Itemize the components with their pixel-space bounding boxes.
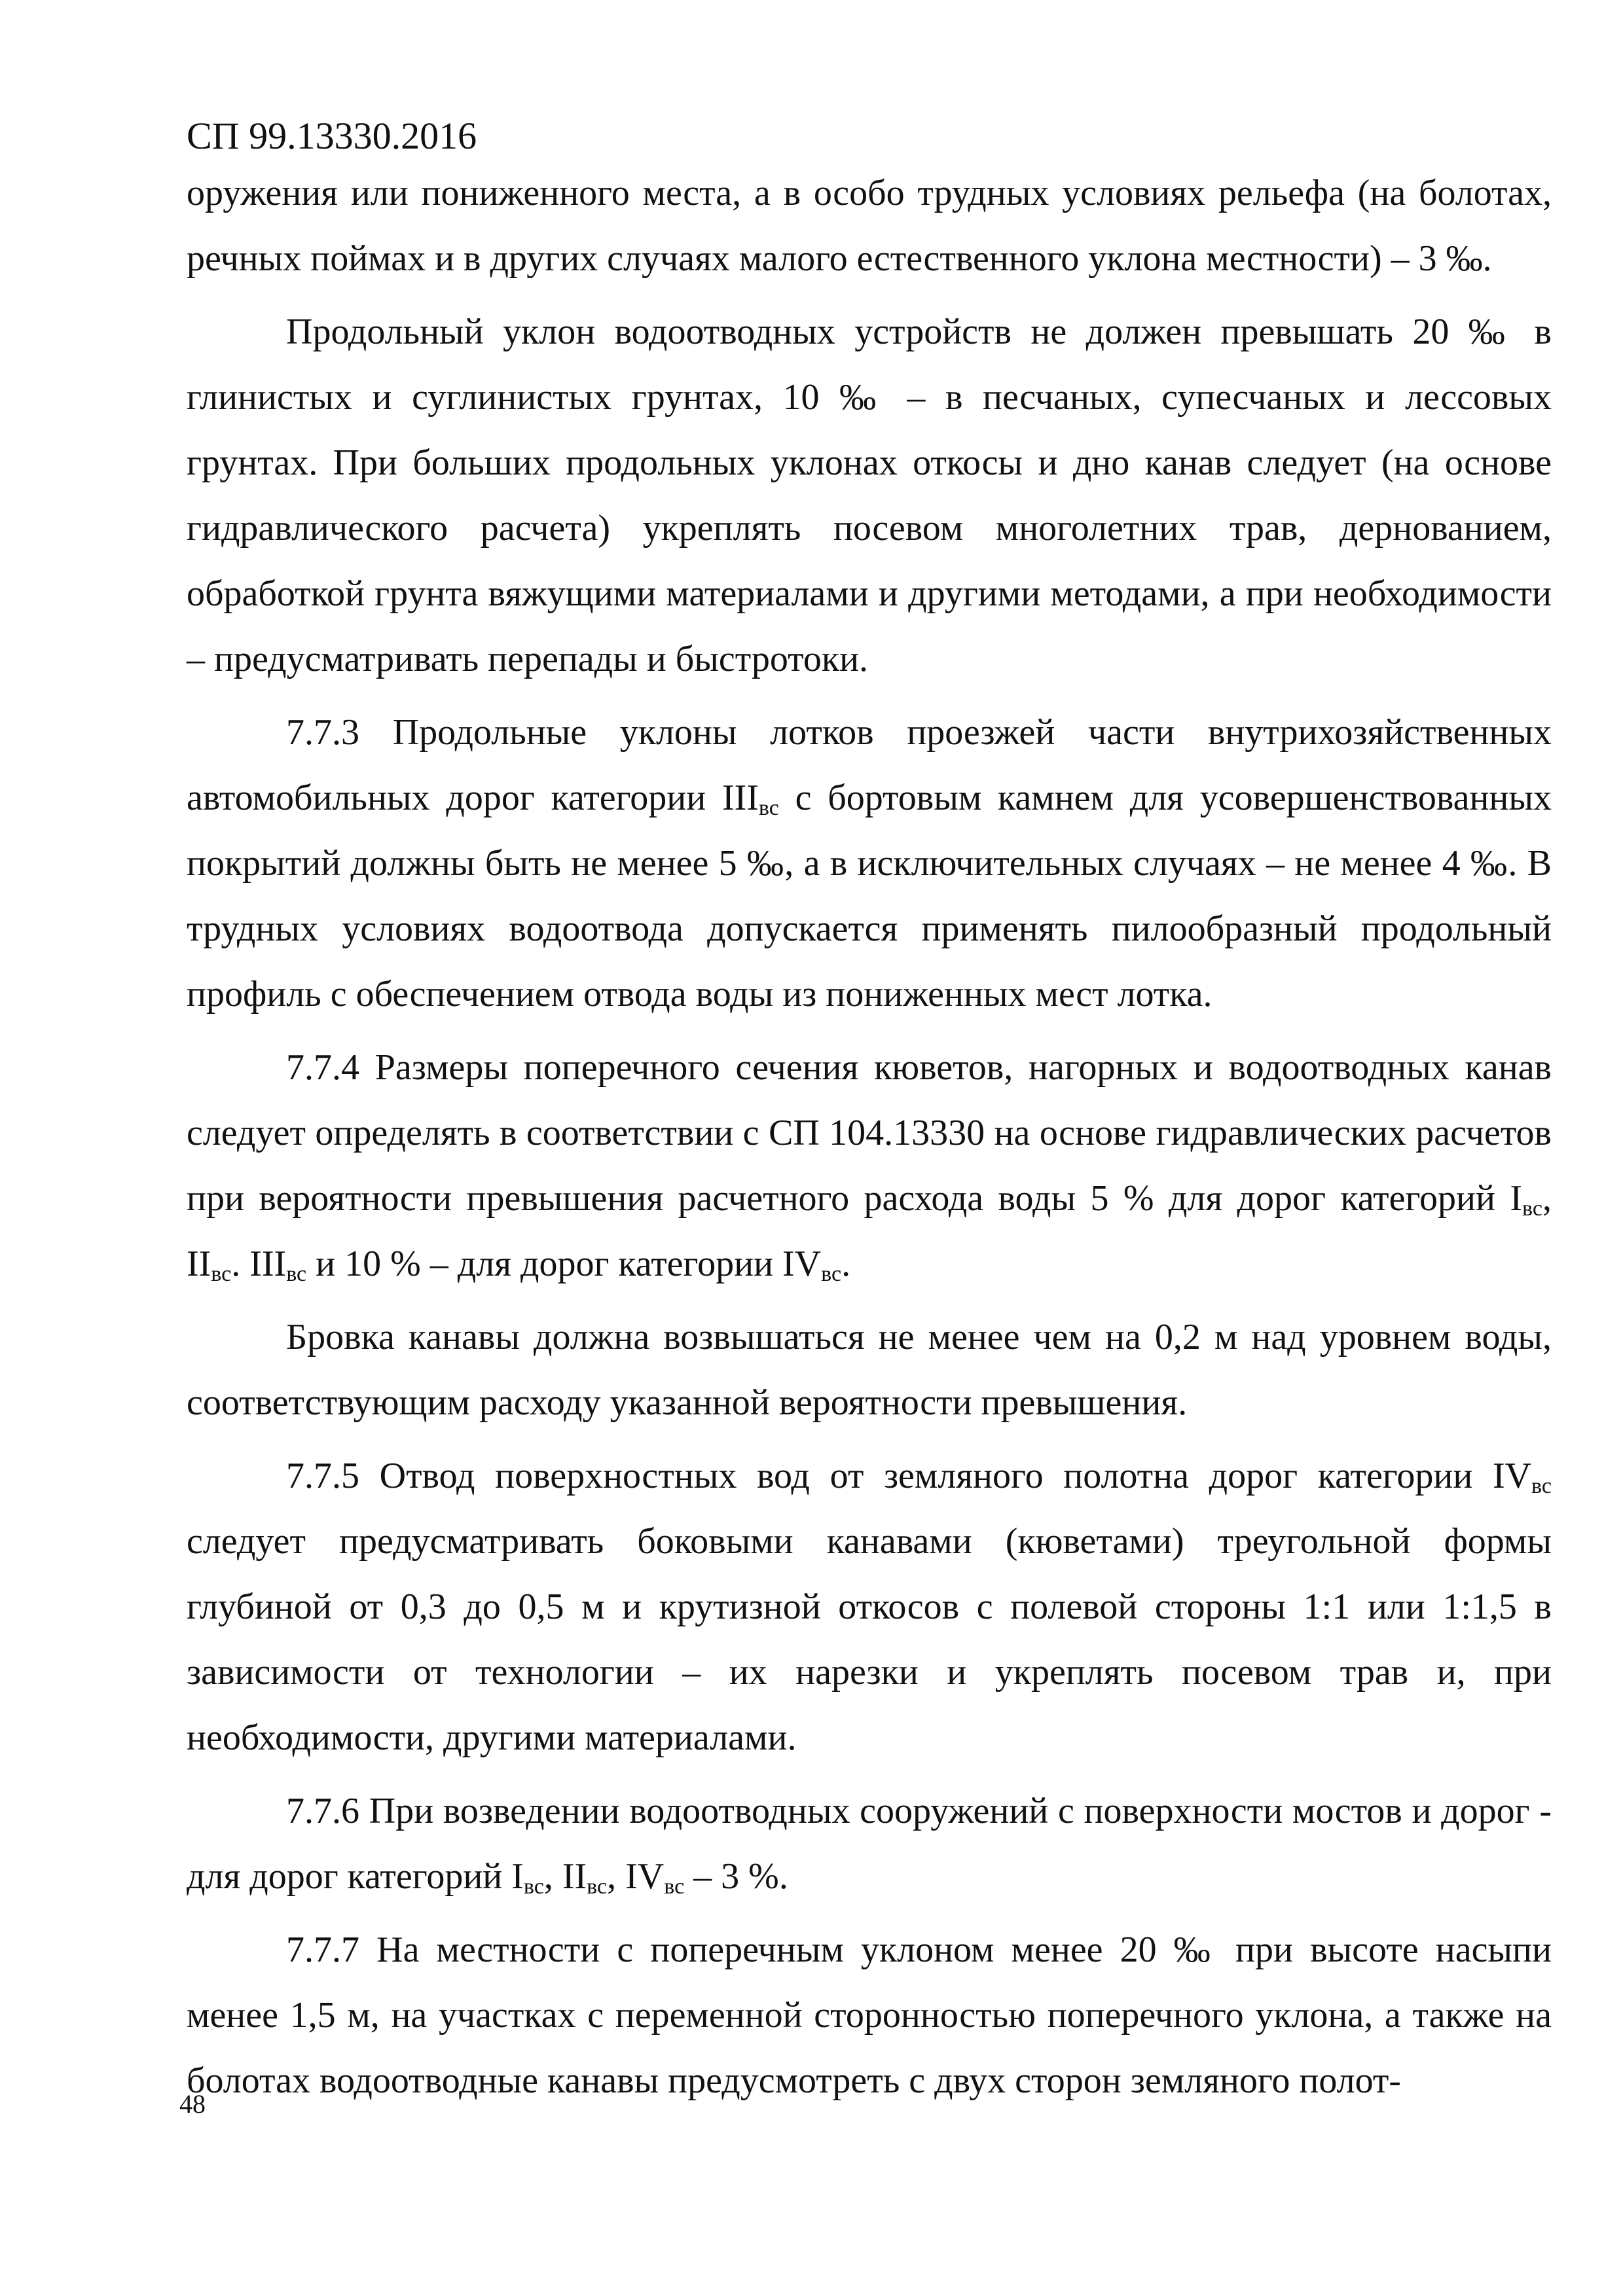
paragraph-text: , IV (607, 1856, 665, 1897)
paragraph-ditch-edge (187, 1304, 1552, 1435)
category-subscript: вс (1522, 1196, 1542, 1221)
category-subscript: вс (758, 796, 779, 820)
paragraph-continuation (187, 160, 1552, 291)
paragraph-text: Бровка канавы должна возвышаться не менее чем на 0,2 м над уровнем воды, соответствующим расходу указанной вероятности превышения. (187, 1317, 1552, 1423)
category-subscript: вс (523, 1874, 544, 1899)
document-body (187, 160, 1552, 2121)
category-subscript: вс (587, 1874, 608, 1899)
page-number: 48 (179, 2089, 206, 2119)
document-code-header: СП 99.13330.2016 (187, 115, 477, 157)
paragraph-text: оружения или пониженного места, а в особо трудных условиях рельефа (на болотах, речных поймах и в других случаях малого естественного уклона местности) – 3 ‰. (187, 173, 1552, 279)
paragraph-text: и 10 % – для дорог категории IV (306, 1244, 822, 1284)
paragraph-text: 7.7.5 Отвод поверхностных вод от земляного полотна дорог категории IV (286, 1456, 1532, 1496)
paragraph-text: 7.7.4 Размеры поперечного сечения кюветов, нагорных и водоотводных канав следует определять в соответствии с СП 104.13330 на основе гидравлических расчетов при вероятности превышения расчетного расхода воды 5 % для дорог категорий I (187, 1047, 1552, 1219)
category-subscript: вс (286, 1262, 307, 1286)
category-subscript: вс (821, 1262, 842, 1286)
paragraph-text: с бортовым камнем для усовершенствованных покрытий должны быть не менее 5 ‰, а в исключительных случаях – не менее 4 ‰. В трудных условиях водоотвода допускается применять пилообразный продольный профиль с обеспечением отвода воды из пониженных мест лотка. (187, 778, 1552, 1014)
paragraph-text: 7.7.6 При возведении водоотводных сооружений с поверхности мостов и дорог - для дорог категорий I (187, 1791, 1552, 1897)
paragraph-text: . III (231, 1244, 287, 1284)
paragraph-text: Продольный уклон водоотводных устройств не должен превышать 20 ‰ в глинистых и суглинистых грунтах, 10 ‰ – в песчаных, супесчаных и лессовых грунтах. При больших продольных уклонах откосы и дно канав следует (на основе гидравлического расчета) укреплять посевом многолетних трав, дернованием, обработкой грунта вяжущими материалами и другими методами, а при необходимости – предусматривать перепады и быстротоки. (187, 312, 1552, 679)
category-subscript: вс (1531, 1474, 1552, 1498)
paragraph-text: , II (187, 1178, 1552, 1284)
paragraph-text: , II (543, 1856, 587, 1897)
clause-7-7-7 (187, 1917, 1552, 2113)
clause-7-7-5 (187, 1443, 1552, 1770)
paragraph-text: . (841, 1244, 851, 1284)
paragraph-text: – 3 %. (684, 1856, 788, 1897)
category-subscript: вс (664, 1874, 685, 1899)
clause-7-7-3 (187, 700, 1552, 1027)
paragraph-longitudinal-slope (187, 299, 1552, 692)
paragraph-text: 7.7.7 На местности с поперечным уклоном менее 20 ‰ при высоте насыпи менее 1,5 м, на участках с переменной сторонностью поперечного уклона, а также на болотах водоотводные канавы предусмотреть с двух сторон земляного полот- (187, 1929, 1552, 2101)
paragraph-text: следует предусматривать боковыми канавами (кюветами) треугольной формы глубиной от 0,3 до 0,5 м и крутизной откосов с полевой стороны 1:1 или 1:1,5 в зависимости от технологии – их нарезки и укреплять посевом трав и, при необходимости, другими материалами. (187, 1521, 1552, 1758)
clause-7-7-4 (187, 1035, 1552, 1297)
paragraph-text: 7.7.3 Продольные уклоны лотков проезжей части внутрихозяйственных автомобильных дорог категории III (187, 712, 1552, 818)
clause-7-7-6 (187, 1778, 1552, 1909)
category-subscript: вс (211, 1262, 232, 1286)
